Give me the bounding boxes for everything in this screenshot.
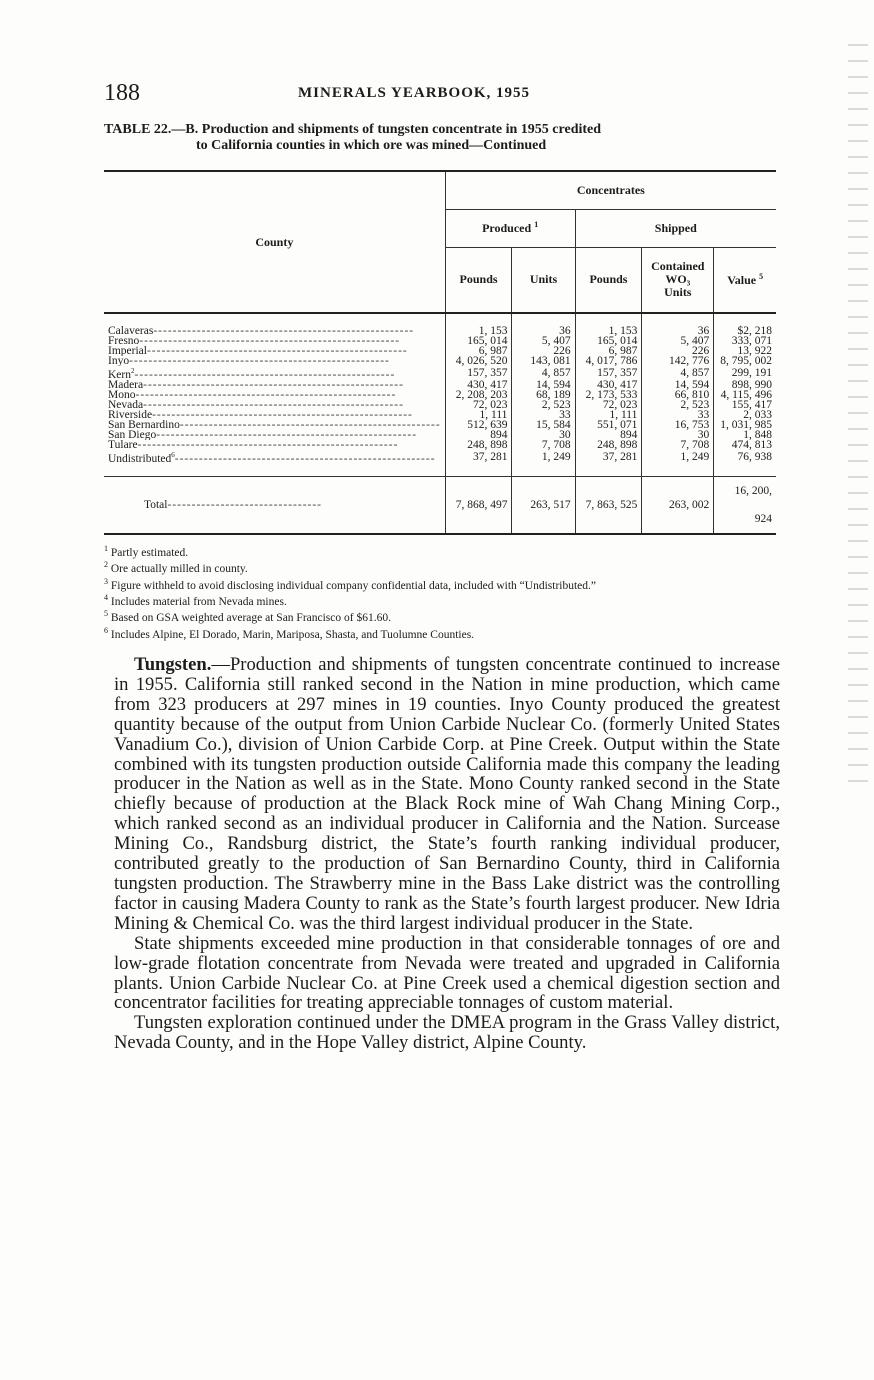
cell-p-pounds: 430, 417 bbox=[445, 380, 512, 390]
footnote-mark: 1 bbox=[104, 544, 108, 553]
cell-s-units: 36 bbox=[642, 313, 714, 336]
cell-p-units: 2, 523 bbox=[512, 400, 575, 410]
county-name: Madera bbox=[108, 379, 144, 390]
county-cell bbox=[104, 410, 445, 420]
cell-p-pounds: 6, 987 bbox=[445, 346, 512, 356]
units-label: Units bbox=[664, 285, 692, 300]
cell-p-units: 33 bbox=[512, 410, 575, 420]
county-cell bbox=[104, 420, 445, 430]
cell-p-pounds: 1, 111 bbox=[445, 410, 512, 420]
footnote bbox=[104, 576, 776, 592]
county-name: Undistributed bbox=[108, 452, 172, 465]
paragraph-1 bbox=[114, 655, 780, 934]
data-table-container bbox=[104, 170, 776, 535]
county-name: Kern bbox=[108, 368, 131, 380]
cell-s-units: 4, 857 bbox=[642, 366, 714, 380]
table-row bbox=[104, 336, 776, 346]
footnote-text: Includes Alpine, El Dorado, Marin, Mariposa, Shasta, and Tuolumne Counties. bbox=[110, 628, 475, 641]
cell-s-units: 14, 594 bbox=[642, 380, 714, 390]
col-header-shipped: Shipped bbox=[575, 209, 776, 247]
leader-dots: ------------------------------------------------------ bbox=[174, 452, 436, 465]
footnote bbox=[104, 592, 776, 608]
footnote bbox=[104, 608, 776, 624]
table-row bbox=[104, 440, 776, 450]
cell-value: $2, 218 bbox=[714, 313, 776, 336]
leader-dots: ------------------------------------------------------ bbox=[134, 368, 396, 380]
running-title: MINERALS YEARBOOK, 1955 bbox=[298, 85, 531, 101]
cell-p-units: 5, 407 bbox=[512, 336, 575, 346]
table-row bbox=[104, 390, 776, 400]
leader-dots: ------------------------------------------------------ bbox=[143, 379, 404, 390]
county-cell bbox=[104, 336, 445, 346]
cell-s-units: 1, 249 bbox=[642, 450, 714, 476]
col-header-shipped-pounds: Pounds bbox=[575, 247, 642, 313]
value-label: Value bbox=[727, 272, 757, 287]
cell-s-units: 142, 776 bbox=[642, 356, 714, 366]
table-row bbox=[104, 400, 776, 410]
leader-dots: ------------------------------------------------------ bbox=[152, 409, 413, 420]
cell-value: 76, 938 bbox=[714, 450, 776, 476]
paragraph-3: Tungsten exploration continued under the DMEA program in the Grass Valley district, Nevada County, and in the Hope Valley district, Alpine County. bbox=[114, 1012, 780, 1054]
produced-footnote-mark: 1 bbox=[534, 220, 539, 229]
footnote-text: Partly estimated. bbox=[110, 546, 189, 559]
footnote-text: Ore actually milled in county. bbox=[110, 563, 248, 576]
total-shipped-units: 263, 002 bbox=[642, 476, 714, 534]
leader-dots: ------------------------------------------------------ bbox=[135, 389, 397, 400]
county-name: San Bernardino bbox=[108, 419, 180, 430]
cell-p-units: 68, 189 bbox=[512, 390, 575, 400]
table-title bbox=[104, 122, 776, 154]
cell-s-pounds: 157, 357 bbox=[575, 366, 642, 380]
county-footnote-mark: 6 bbox=[171, 450, 175, 459]
footnote-mark: 5 bbox=[104, 609, 108, 619]
col-header-concentrates: Concentrates bbox=[445, 171, 776, 209]
county-cell bbox=[104, 346, 445, 356]
cell-s-pounds: 248, 898 bbox=[575, 440, 642, 450]
county-name: Imperial bbox=[108, 346, 147, 356]
section-runin-heading: Tungsten. bbox=[134, 654, 212, 675]
body-text bbox=[114, 655, 780, 1053]
cell-value: 8, 795, 002 bbox=[714, 356, 776, 366]
table-total bbox=[104, 476, 776, 534]
contained-label: Contained bbox=[651, 259, 705, 274]
cell-p-units: 36 bbox=[512, 313, 575, 336]
cell-value: 1, 031, 985 bbox=[714, 420, 776, 430]
cell-s-units: 66, 810 bbox=[642, 390, 714, 400]
cell-s-pounds: 72, 023 bbox=[575, 400, 642, 410]
footnote bbox=[104, 559, 776, 575]
cell-s-units: 30 bbox=[642, 430, 714, 440]
leader-dots: ------------------------------------------------------ bbox=[179, 419, 441, 430]
footnote-mark: 2 bbox=[104, 560, 108, 570]
cell-p-units: 14, 594 bbox=[512, 380, 575, 390]
paragraph-2: State shipments exceeded mine production in that considerable tonnages of ore and low-grade flotation concentrate from Nevada were treated and upgraded in California plants. Union Carbide Nuclear Co. at Pine Creek used a chemical digestion section and concentrator facilities for treating appreciable tonnages of custom material. bbox=[114, 932, 780, 1014]
total-shipped-pounds: 7, 863, 525 bbox=[575, 476, 642, 534]
cell-p-units: 15, 584 bbox=[512, 420, 575, 430]
leader-dots: ------------------------------------------------------ bbox=[139, 336, 401, 346]
cell-s-pounds: 551, 071 bbox=[575, 420, 642, 430]
footnote-text: Includes material from Nevada mines. bbox=[110, 595, 287, 608]
cell-value: 333, 071 bbox=[714, 336, 776, 346]
cell-p-pounds: 4, 026, 520 bbox=[445, 356, 512, 366]
county-name: Fresno bbox=[108, 336, 140, 346]
table-row bbox=[104, 430, 776, 440]
table-row bbox=[104, 450, 776, 476]
col-header-produced-units: Units bbox=[512, 247, 575, 313]
produced-label: Produced bbox=[482, 221, 532, 235]
cell-value: 4, 115, 496 bbox=[714, 390, 776, 400]
county-cell bbox=[104, 313, 445, 336]
total-produced-pounds: 7, 868, 497 bbox=[445, 476, 512, 534]
county-cell bbox=[104, 430, 445, 440]
footnote bbox=[104, 543, 776, 559]
cell-p-pounds: 248, 898 bbox=[445, 440, 512, 450]
county-footnote-mark: 2 bbox=[131, 367, 135, 375]
cell-p-units: 7, 708 bbox=[512, 440, 575, 450]
county-name: Calaveras bbox=[108, 325, 154, 336]
cell-p-units: 4, 857 bbox=[512, 366, 575, 380]
cell-value: 1, 848 bbox=[714, 430, 776, 440]
leader-dots: ------------------------------------------------------ bbox=[156, 429, 418, 440]
county-cell bbox=[104, 400, 445, 410]
county-cell bbox=[104, 366, 445, 380]
col-header-value bbox=[714, 247, 776, 313]
county-cell bbox=[104, 356, 445, 366]
scan-edge-noise bbox=[848, 30, 868, 790]
footnote-mark: 4 bbox=[104, 592, 108, 602]
cell-s-units: 2, 523 bbox=[642, 400, 714, 410]
footnotes bbox=[104, 543, 776, 641]
cell-s-pounds: 2, 173, 533 bbox=[575, 390, 642, 400]
cell-s-pounds: 894 bbox=[575, 430, 642, 440]
cell-p-pounds: 37, 281 bbox=[445, 450, 512, 476]
county-name: Inyo bbox=[108, 356, 130, 366]
value-footnote-mark: 5 bbox=[759, 271, 764, 281]
col-header-produced-pounds: Pounds bbox=[445, 247, 512, 313]
cell-s-pounds: 4, 017, 786 bbox=[575, 356, 642, 366]
paragraph-1-text: —Production and shipments of tungsten concentrate continued to increase in 1955. California still ranked second in the Nation in mine production, which came from 323 producers at 297 mines in 19 counties. Inyo County produced the greatest quantity because of the output from Union Carbide Nuclear Co. (formerly United States Vanadium Co.), division of Union Carbide Corp. at Pine Creek. Output within the State combined with its tungsten production outside California made this company the leading producer in the Nation as well as in the State. Mono County ranked second in the State chiefly because of production at the Black Rock mine of Wah Chang Mining Corp., which ranked second as an individual producer in California and the Nation. Surcease Mining Co., Randsburg district, the State’s fourth ranking individual producer, contributed greatly to the production of San Bernardino County, third in California tungsten production. The Strawberry mine in the Bass Lake district was the controlling factor in causing Madera County to rank as the State’s fourth largest producer. New Idria Mining & Chemical Co. was the third largest individual producer in the State. bbox=[114, 654, 780, 934]
cell-p-units: 30 bbox=[512, 430, 575, 440]
total-value: 16, 200, 924 bbox=[714, 476, 776, 534]
cell-value: 299, 191 bbox=[714, 366, 776, 380]
cell-p-pounds: 2, 208, 203 bbox=[445, 390, 512, 400]
cell-s-pounds: 1, 153 bbox=[575, 313, 642, 336]
table-title-line2: to California counties in which ore was mined—Continued bbox=[196, 138, 547, 153]
county-name: Nevada bbox=[108, 399, 144, 410]
col-header-county: County bbox=[104, 171, 445, 313]
county-name: San Diego bbox=[108, 429, 157, 440]
cell-p-units: 226 bbox=[512, 346, 575, 356]
cell-s-units: 16, 753 bbox=[642, 420, 714, 430]
cell-s-units: 5, 407 bbox=[642, 336, 714, 346]
county-cell bbox=[104, 450, 445, 476]
footnote bbox=[104, 625, 776, 641]
cell-value: 898, 990 bbox=[714, 380, 776, 390]
leader-dots: ------------------------------------------------------ bbox=[129, 356, 390, 366]
footnote-text: Figure withheld to avoid disclosing individual company confidential data, included with “Undistributed.” bbox=[110, 579, 597, 592]
col-header-produced bbox=[445, 209, 575, 247]
cell-s-pounds: 1, 111 bbox=[575, 410, 642, 420]
table-title-line1: TABLE 22.—B. Production and shipments of tungsten concentrate in 1955 credited bbox=[104, 122, 602, 137]
cell-p-units: 143, 081 bbox=[512, 356, 575, 366]
page-header bbox=[104, 80, 774, 110]
cell-s-units: 33 bbox=[642, 410, 714, 420]
cell-s-units: 226 bbox=[642, 346, 714, 356]
total-row bbox=[104, 476, 776, 534]
wo3-label: WO₃ bbox=[665, 272, 691, 287]
page-number: 188 bbox=[104, 80, 140, 106]
leader-dots: ------------------------------------------------------ bbox=[146, 346, 408, 356]
footnote-mark: 6 bbox=[104, 625, 108, 635]
cell-value: 13, 922 bbox=[714, 346, 776, 356]
cell-value: 474, 813 bbox=[714, 440, 776, 450]
cell-s-pounds: 165, 014 bbox=[575, 336, 642, 346]
county-name: Mono bbox=[108, 389, 136, 400]
cell-p-pounds: 894 bbox=[445, 430, 512, 440]
table-row bbox=[104, 356, 776, 366]
cell-p-units: 1, 249 bbox=[512, 450, 575, 476]
table-row bbox=[104, 420, 776, 430]
table-body bbox=[104, 313, 776, 476]
county-cell bbox=[104, 380, 445, 390]
cell-s-pounds: 6, 987 bbox=[575, 346, 642, 356]
cell-p-pounds: 1, 153 bbox=[445, 313, 512, 336]
cell-value: 155, 417 bbox=[714, 400, 776, 410]
county-name: Tulare bbox=[108, 439, 138, 450]
cell-p-pounds: 157, 357 bbox=[445, 366, 512, 380]
cell-p-pounds: 512, 639 bbox=[445, 420, 512, 430]
cell-s-pounds: 430, 417 bbox=[575, 380, 642, 390]
table-row bbox=[104, 313, 776, 336]
leader-dots: ------------------------------------------------------ bbox=[143, 399, 404, 410]
county-cell bbox=[104, 390, 445, 400]
total-label: Total-------------------------------- bbox=[144, 498, 323, 511]
col-header-contained-wo3-units bbox=[642, 247, 714, 313]
cell-value: 2, 033 bbox=[714, 410, 776, 420]
footnote-mark: 3 bbox=[104, 576, 108, 586]
cell-p-pounds: 72, 023 bbox=[445, 400, 512, 410]
county-cell bbox=[104, 440, 445, 450]
total-produced-units: 263, 517 bbox=[512, 476, 575, 534]
leader-dots: ------------------------------------------------------ bbox=[137, 439, 399, 450]
data-table bbox=[104, 170, 776, 535]
leader-dots: ------------------------------------------------------ bbox=[153, 325, 415, 336]
county-name: Riverside bbox=[108, 409, 153, 420]
table-row bbox=[104, 366, 776, 380]
footnote-text: Based on GSA weighted average at San Francisco of $61.60. bbox=[110, 612, 391, 625]
cell-s-pounds: 37, 281 bbox=[575, 450, 642, 476]
cell-s-units: 7, 708 bbox=[642, 440, 714, 450]
cell-p-pounds: 165, 014 bbox=[445, 336, 512, 346]
